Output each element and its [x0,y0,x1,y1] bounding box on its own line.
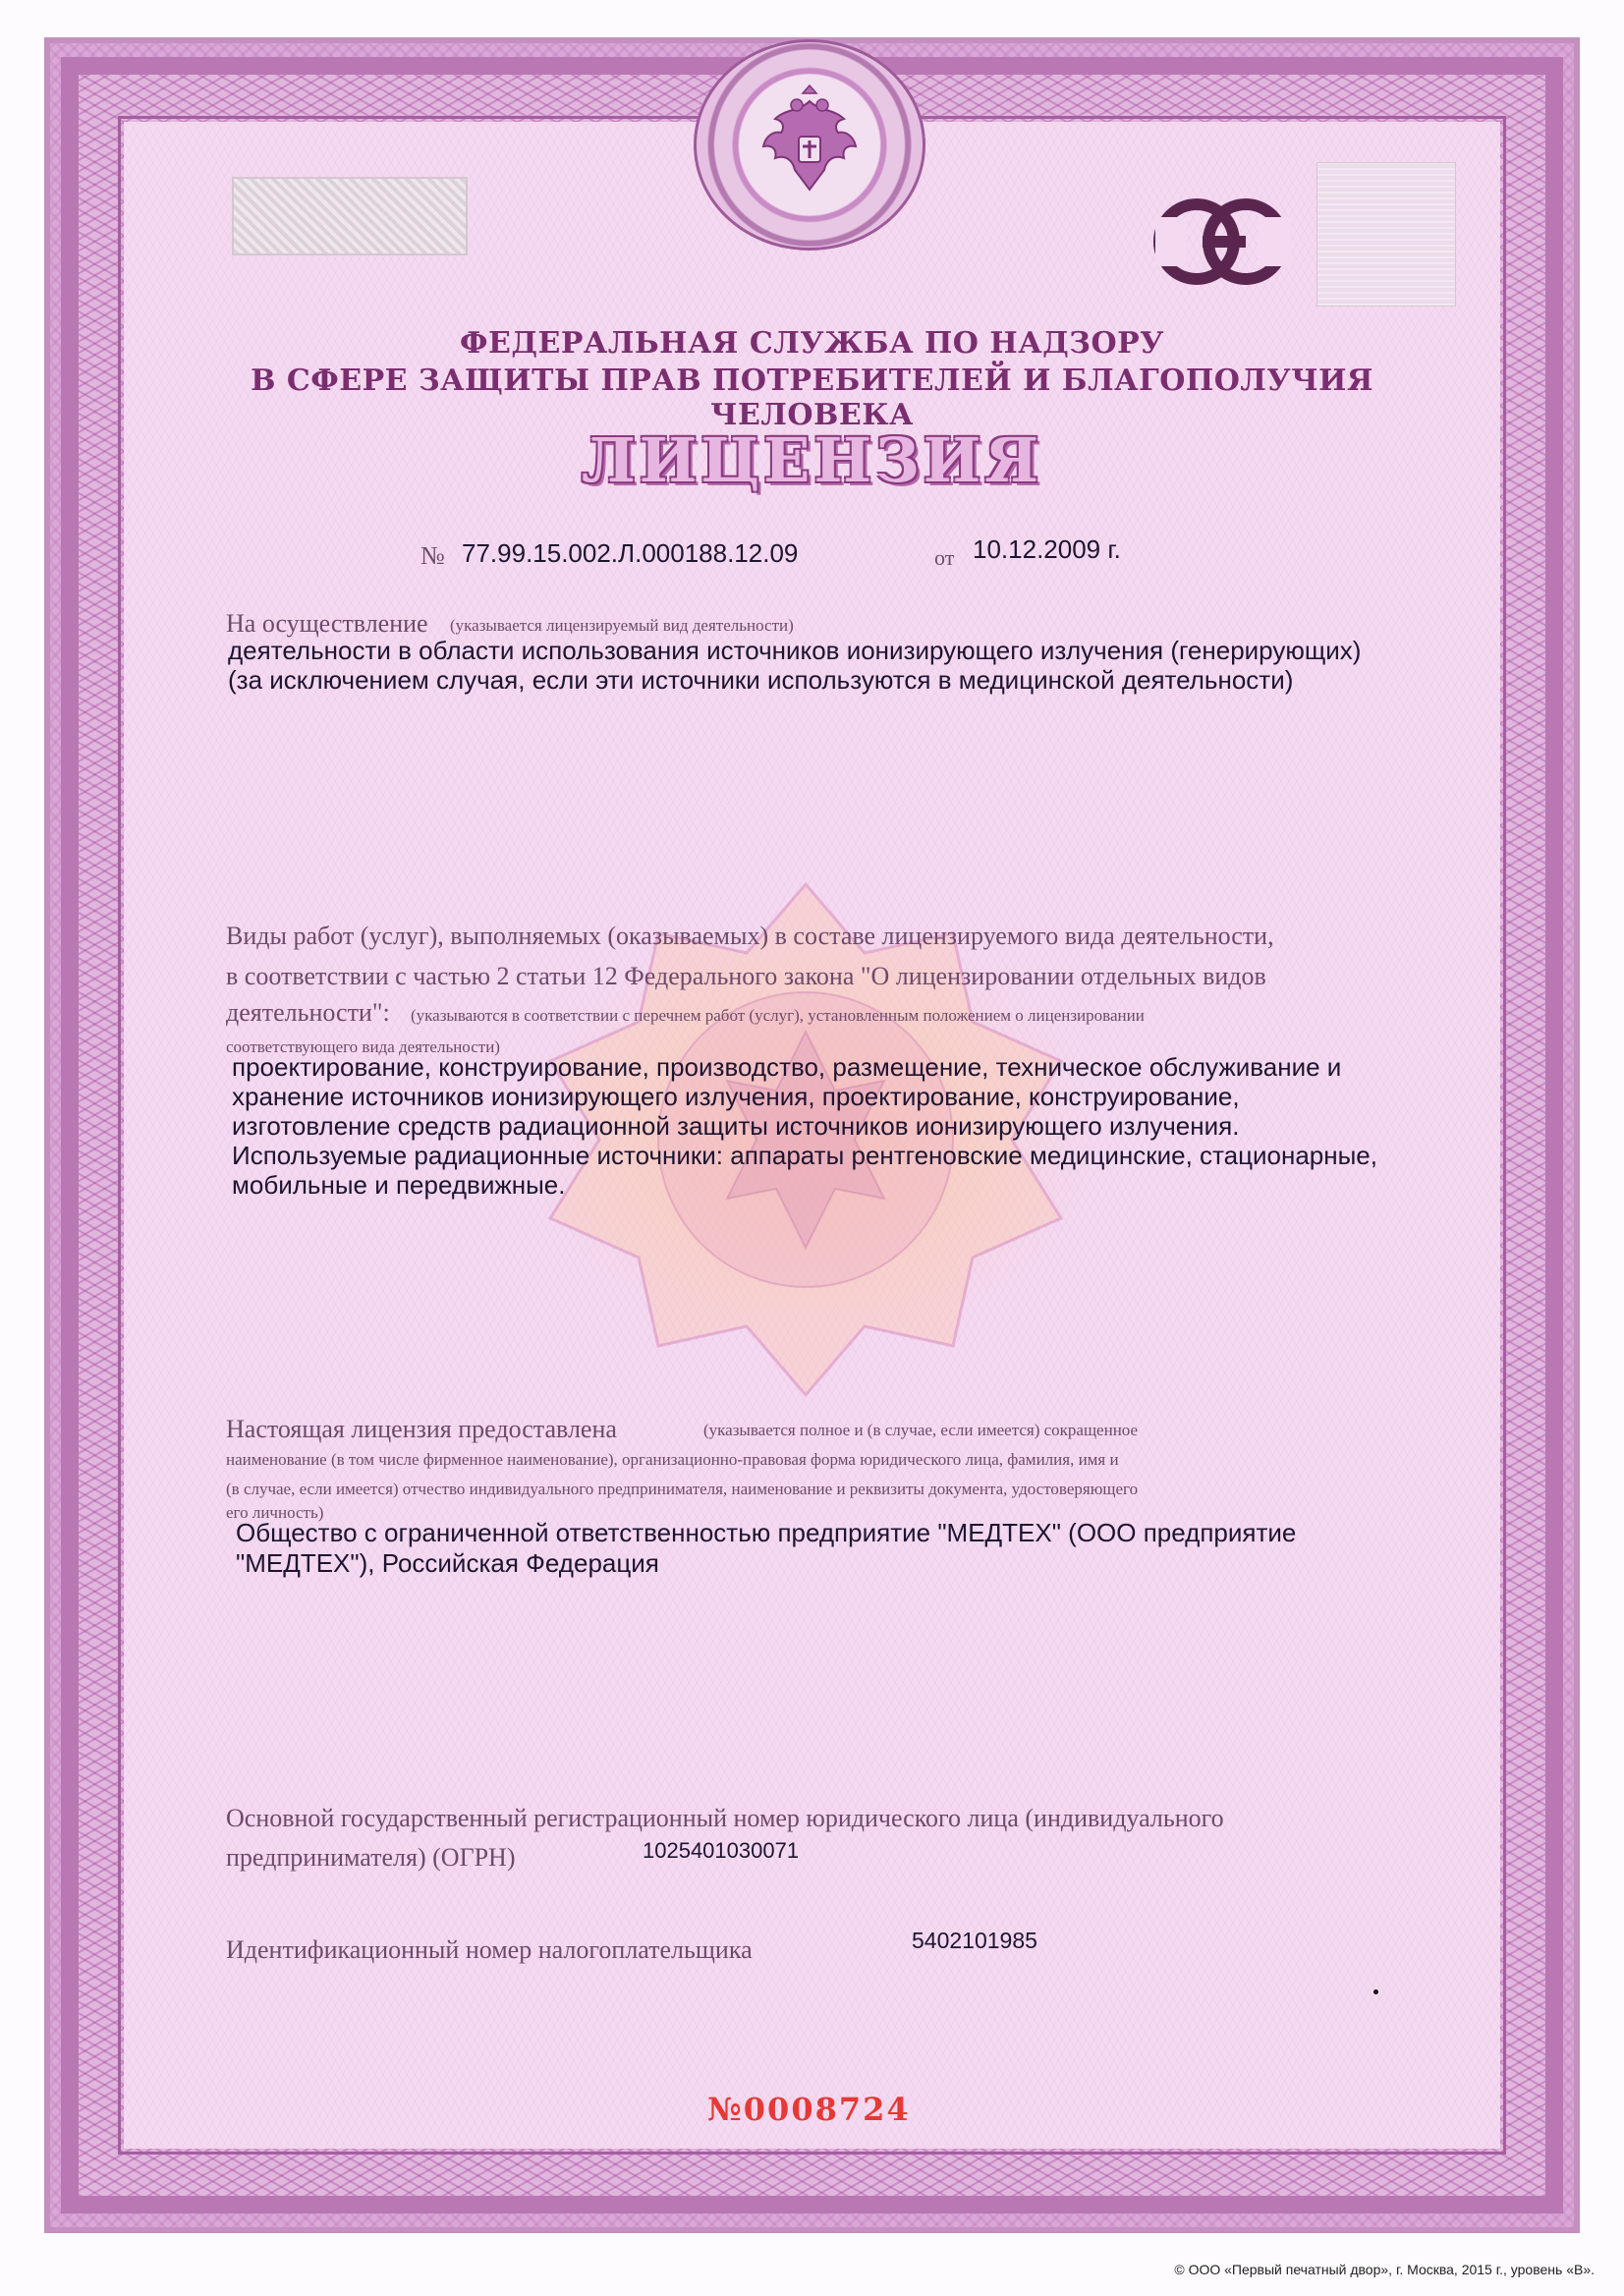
licensee-hint-line-4: его личность) [226,1503,324,1522]
licensee-line-1: Общество с ограниченной ответственностью предприятие "МЕДТЕХ" (ООО предприятие [236,1518,1297,1547]
works-line-2: хранение источников ионизирующего излучения, проектирование, конструирование, [232,1082,1240,1111]
licensee-hint-line-2: наименование (в том числе фирменное наименование), организационно-правовая форма юридического лица, фамилия, имя и [226,1450,1119,1469]
hologram-sticker [232,177,468,255]
agency-name-line-1: ФЕДЕРАЛЬНАЯ СЛУЖБА ПО НАДЗОРУ [460,326,1164,361]
licensee-label: Настоящая лицензия предоставлена [226,1415,617,1443]
security-stamp-area [1316,162,1456,307]
licensee-hint-line-3: (в случае, если имеется) отчество индивидуального предпринимателя, наименование и реквизиты документа, удостоверяющего [226,1480,1139,1498]
ogrn-value: 1025401030071 [643,1838,800,1863]
ce-mark-icon [1148,193,1295,291]
activity-line-1: деятельности в области использования источников ионизирующего излучения (генерирующих) [228,636,1362,665]
date-prefix: от [934,545,955,570]
license-date: 10.12.2009 г. [973,534,1121,564]
works-line-5: мобильные и передвижные. [232,1170,566,1200]
license-number: 77.99.15.002.Л.000188.12.09 [462,538,799,568]
blank-serial-number: №0008724 [707,2091,911,2128]
ogrn-label-line-1: Основной государственный регистрационный номер юридического лица (индивидуального [226,1804,1224,1832]
inn-value: 5402101985 [912,1928,1037,1953]
works-label-line-1: Виды работ (услуг), выполняемых (оказываемых) в составе лицензируемого вида деятельности, [226,922,1274,950]
works-hint-line-2: соответствующего вида деятельности) [226,1037,500,1056]
licensee-line-2: "МЕДТЕХ"), Российская Федерация [236,1548,659,1578]
licensee-hint-line-1: (указывается полное и (в случае, если имеется) сокращенное [703,1421,1139,1439]
inn-label: Идентификационный номер налогоплательщика [226,1935,753,1964]
works-line-3: изготовление средств радиационной защиты источников ионизирующего излучения. [232,1111,1240,1141]
agency-name-line-2: В СФЕРЕ ЗАЩИТЫ ПРАВ ПОТРЕБИТЕЛЕЙ И БЛАГОПОЛУЧИЯ ЧЕЛОВЕКА [251,364,1373,432]
activity-label: На осуществление [226,609,428,638]
works-line-4: Используемые радиационные источники: аппараты рентгеновские медицинские, стационарные, [232,1141,1377,1170]
works-label-line-3: деятельности": [226,998,390,1027]
number-prefix: № [420,541,445,570]
works-hint-line-1: (указываются в соответствии с перечнем работ (услуг), установленным положением о лицензировании [411,1006,1145,1025]
coat-of-arms-icon [746,82,873,209]
works-label-line-2: в соответствии с частью 2 статьи 12 Федерального закона "О лицензировании отдельных видов [226,962,1266,990]
ink-dot [1373,1989,1378,1994]
document-title: ЛИЦЕНЗИЯ [581,424,1043,496]
printer-footer: © ООО «Первый печатный двор», г. Москва, 2015 г., уровень «В». [1174,2262,1595,2277]
activity-hint: (указывается лицензируемый вид деятельности) [450,616,794,635]
emblem-medallion [694,39,925,251]
ogrn-label-line-2: предпринимателя) (ОГРН) [226,1843,516,1872]
works-line-1: проектирование, конструирование, производство, размещение, техническое обслуживание и [232,1052,1342,1082]
activity-line-2: (за исключением случая, если эти источники используются в медицинской деятельности) [228,665,1294,695]
